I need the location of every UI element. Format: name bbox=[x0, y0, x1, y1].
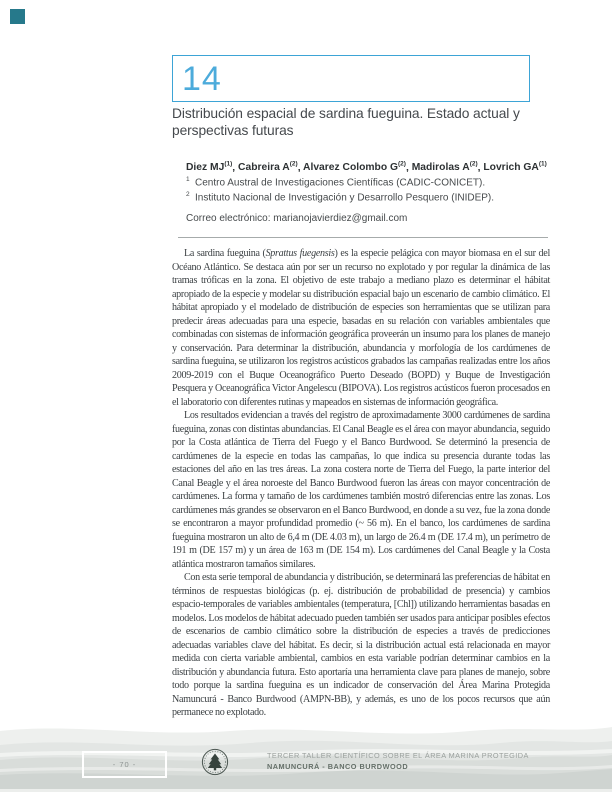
header-divider bbox=[178, 237, 548, 238]
chapter-number: 14 bbox=[182, 60, 222, 98]
author: Alvarez Colombo $G^{(2)}$ bbox=[303, 161, 406, 174]
abstract-paragraph: La sardina fueguina (Sprattus fuegensis) es la especie pelágica con mayor biomasa en el sur del Océano Atlántico. Se destaca aún por ser un recurso no explotado y por regular la dinámica de las tramas tróficas en la zona. El objetivo de este trabajo a mediano plazo es determinar el hábitat apropiado de la especie y modelar su distribución espacial bajo un escenario de cambio climático. El hábitat apropiado y el modelado de distribución de especies son herramientas que se utilizan para predecir áreas adecuadas para una especie, basadas en su relación con variables ambientales que combinadas con sistemas de información geográfica proveerán un insumo para los planes de manejo y conservación. Para determinar la distribución, abundancia y morfología de los cardúmenes de sardina fueguina, se utilizaron los registros acústicos grabados las campañas realizadas entre los años 2009-2019 con el Buque Oceanográfico Puerto Deseado (BOPD) y Buque de Investigación Pesquera y Oceanográfica Victor Angelescu (BIPOVA). Los registros acústicos fueron procesados en el laboratorio con diferentes rutinas y mapeados en sistemas de información geográfica. bbox=[172, 248, 550, 408]
page-title: Distribución espacial de sardina fueguina. Estado actual y perspectivas futuras bbox=[172, 106, 520, 138]
page-number: - 70 - bbox=[112, 760, 137, 769]
chapter-number-box bbox=[172, 55, 530, 102]
affiliations-list bbox=[186, 176, 556, 205]
abstract-body bbox=[172, 247, 550, 720]
event-title-line1: TERCER TALLER CIENTÍFICO SOBRE EL ÁREA MARINA PROTEGIDA bbox=[267, 751, 529, 760]
author: Diez MJ$^{(1)}$ bbox=[186, 161, 233, 174]
tree-emblem-icon bbox=[201, 748, 229, 776]
author: Cabreira $A^{(2)}$ bbox=[238, 161, 298, 174]
chapter-color-tab bbox=[10, 9, 25, 24]
abstract-paragraph: Los resultados evidencian a través del registro de aproximadamente 3000 cardúmenes de sardina fueguina, zonas con distintas abundancias. El Canal Beagle es el área con mayor abundancia, seguido por la Costa atlántica de Tierra del Fuego y el Banco Burdwood. Se determinó la presencia de cardúmenes de la especie en todas las campañas, lo que indica su presencia durante todas las estaciones del año en las tres áreas. La zona costera norte de Tierra del Fuego, la parte interior del Canal Beagle y el área noroeste del Banco Burdwood fueron las áreas con mayor concentración de cardúmenes. La forma y tamaño de los cardúmenes también mostró diferencias entre las zonas. Los cardúmenes más grandes se observaron en el Banco Burdwood, en donde a su vez, fue la zona donde se encontraron a mayor profundidad promedio (~ 56 m). En el banco, los cardúmenes de sardina fueguina mostraron un alto de 6,4 m (DE 4.03 m), un largo de 26.4 m (DE 17.4 m), un perímetro de 191 m (DE 157 m) y un área de 163 m (DE 154 m). Los cardúmenes del Canal Beagle y la Costa atlántica mostraron tamaños similares. bbox=[172, 410, 550, 570]
email-line: Correo electrónico: marianojavierdiez@gmail.com bbox=[186, 213, 408, 224]
affiliation-item: $^2$ Instituto Nacional de Investigación y Desarrollo Pesquero (INIDEP). bbox=[186, 190, 495, 203]
authors-line: Diez MJ$^{(1)}$, Cabreira $A^{(2)}$, Alvarez Colombo $G^{(2)}$, Madirolas $A^{(2)}$, Lovrich GA$^{(1)}$ bbox=[186, 161, 547, 174]
page-number-box bbox=[82, 751, 167, 778]
event-title-line2: NAMUNCURÁ - BANCO BURDWOOD bbox=[267, 762, 409, 771]
author: Lovrich GA$^{(1)}$ bbox=[483, 161, 547, 174]
affiliation-item: $^1$ Centro Austral de Investigaciones Científicas (CADIC-CONICET). bbox=[186, 176, 486, 189]
tree-icon bbox=[208, 754, 222, 771]
abstract-paragraph: Con esta serie temporal de abundancia y distribución, se determinará las preferencias de hábitat en términos de respuestas biológicas (p. ej. distribución de probabilidad de presencia) y cambios espacio-temporales de variables ambientales (temperatura, [Chl]) utilizando herramientas basadas en modelos. Los modelos de hábitat adecuado pueden también ser usados para anticipar posibles efectos de escenarios de cambio climático sobre la distribución de especies a través de predicciones adecuadas variables clave del hábitat. Es decir, si la distribución actual está relacionada en mayor medida con cierta variable ambiental, cambios en esta variable podrían determinar cambios en la distribución y abundancia futura. Esto aportaría una herramienta clave para planes de manejo, sobre todo porque la sardina fueguina es un indicador de conservación del Área Marina Protegida Namuncurá - Banco Burdwood (AMPN-BB), y además, es uno de los pocos recursos que aún permanece no explotado. bbox=[172, 572, 550, 718]
event-title bbox=[267, 750, 587, 772]
author: Madirolas $A^{(2)}$ bbox=[411, 161, 478, 174]
